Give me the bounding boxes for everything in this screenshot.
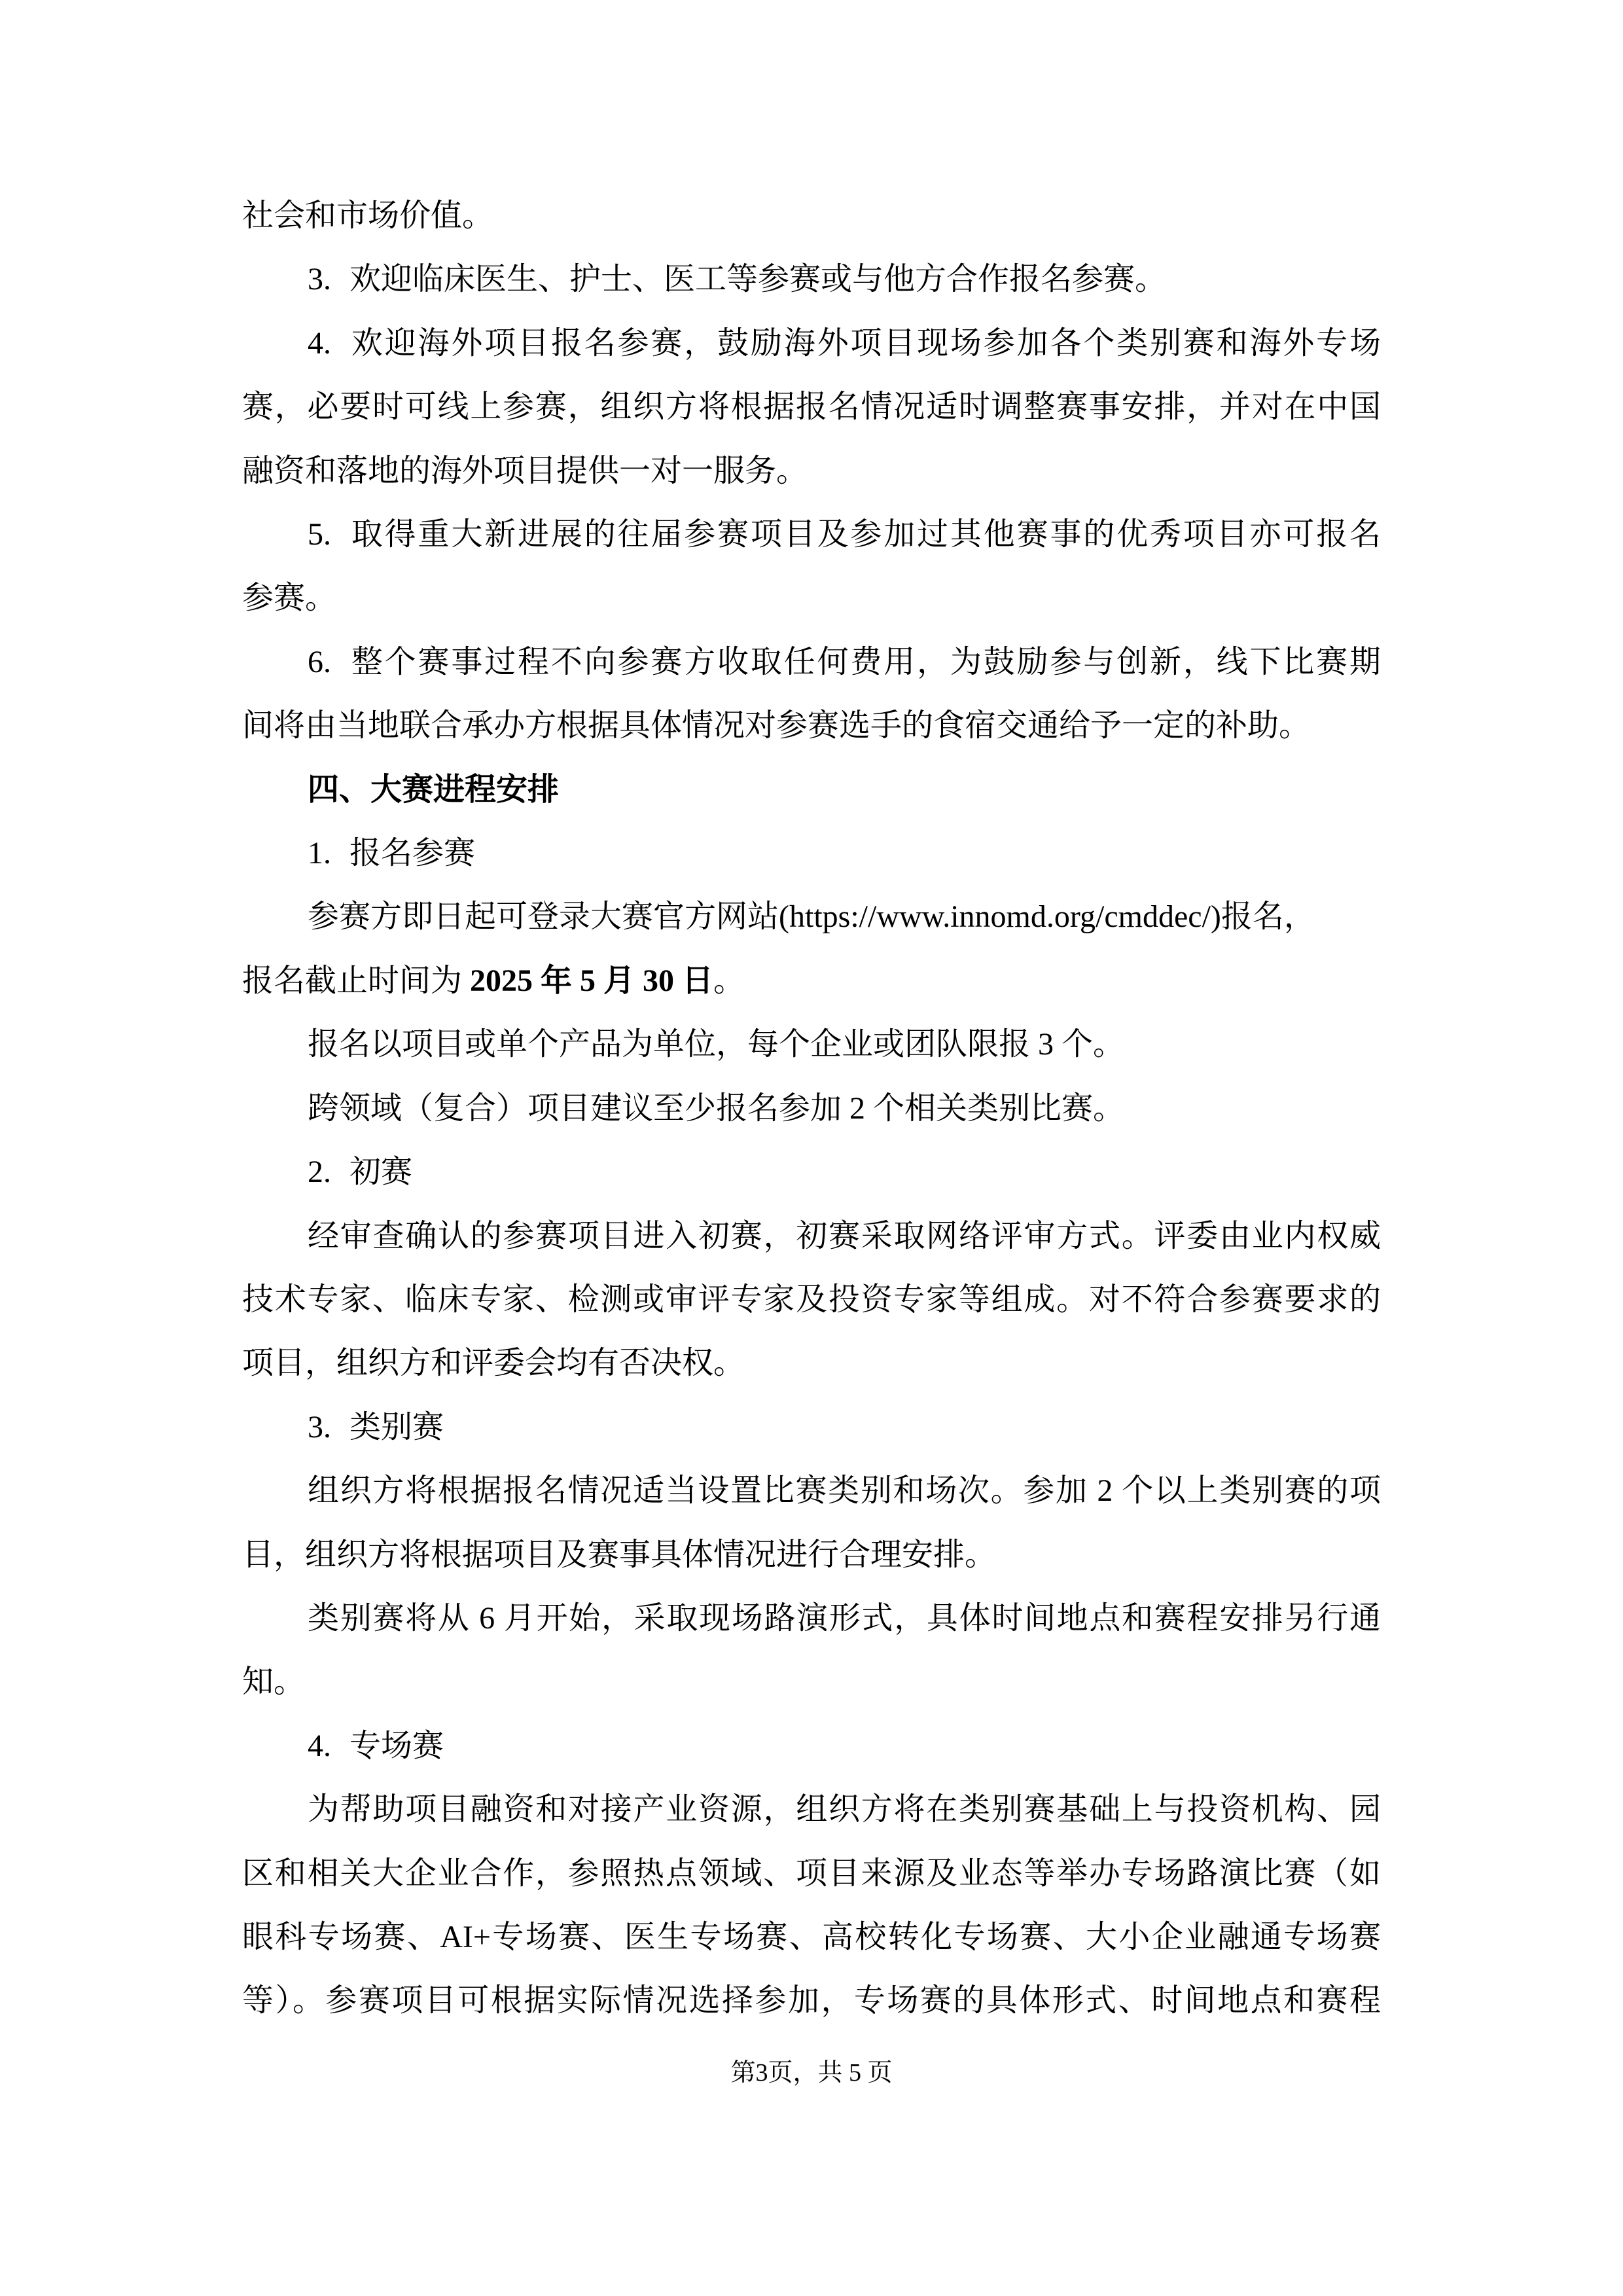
text-line (242, 630, 1381, 694)
list-number: 4. (308, 1728, 331, 1763)
text-line (242, 1395, 1381, 1459)
text-line (242, 1905, 1381, 1969)
text-segment: 项目，组织方和评委会均有否决权。 (242, 1346, 745, 1381)
text-segment: 经审查确认的参赛项目进入初赛，初赛采取网络评审方式。评委由业内权威 (308, 1218, 1381, 1253)
text-segment: 目，组织方将根据项目及赛事具体情况进行合理安排。 (242, 1537, 997, 1572)
text-segment: 等）。参赛项目可根据实际情况选择参加，专场赛的具体形式、时间地点和赛程 (242, 1983, 1381, 2018)
text-line (242, 184, 1381, 247)
text-line (242, 439, 1381, 503)
document-body (242, 184, 1381, 2033)
text-segment: 知。 (242, 1664, 306, 1700)
text-line (242, 1204, 1381, 1268)
text-line (242, 1459, 1381, 1522)
text-line (242, 949, 1381, 1013)
text-segment: 间将由当地联合承办方根据具体情况对参赛选手的食宿交通给予一定的补助。 (242, 708, 1311, 744)
text-line (242, 1778, 1381, 1841)
text-segment: 报名参赛 (349, 836, 476, 871)
text-line (242, 1077, 1381, 1140)
text-segment: 跨领域（复合）项目建议至少报名参加 2 个相关类别比赛。 (308, 1090, 1125, 1126)
text-line (242, 1842, 1381, 1905)
list-number: 2. (308, 1155, 331, 1190)
text-line (242, 1523, 1381, 1587)
text-line (242, 1650, 1381, 1713)
text-line (242, 503, 1381, 566)
text-segment: 技术专家、临床专家、检测或审评专家及投资专家等组成。对不符合参赛要求的 (242, 1282, 1381, 1317)
text-line (242, 247, 1381, 311)
text-segment: 专场赛 (349, 1728, 444, 1763)
list-number: 3. (308, 262, 331, 297)
text-segment: 区和相关大企业合作，参照热点领域、项目来源及业态等举办专场路演比赛（如 (242, 1856, 1381, 1891)
text-line (242, 566, 1381, 630)
text-line (242, 375, 1381, 439)
text-segment: 参赛。 (242, 581, 337, 616)
text-segment: 社会和市场价值。 (242, 198, 494, 233)
text-segment: 类别赛 (349, 1409, 444, 1444)
text-segment: 取得重大新进展的往届参赛项目及参加过其他赛事的优秀项目亦可报名 (349, 517, 1381, 552)
text-segment: 类别赛将从 6 月开始，采取现场路演形式，具体时间地点和赛程安排另行通 (308, 1600, 1381, 1636)
text-segment: 参赛方即日起可登录大赛官方网站(https://www.innomd.org/cmddec/)报名， (308, 899, 1315, 935)
text-segment: 报名以项目或单个产品为单位，每个企业或团队限报 3 个。 (308, 1027, 1125, 1062)
text-segment: 欢迎临床医生、护士、医工等参赛或与他方合作报名参赛。 (349, 262, 1167, 297)
text-line (242, 1140, 1381, 1204)
list-number: 6. (308, 644, 331, 679)
text-line (242, 1587, 1381, 1650)
text-line (242, 1331, 1381, 1395)
text-segment: 。 (713, 963, 745, 998)
text-segment: 欢迎海外项目报名参赛，鼓励海外项目现场参加各个类别赛和海外专场 (349, 325, 1381, 361)
section-heading (242, 758, 1381, 821)
text-line (242, 1268, 1381, 1331)
text-line (242, 885, 1381, 948)
text-segment: 报名截止时间为 (242, 963, 471, 998)
text-segment: 整个赛事过程不向参赛方收取任何费用，为鼓励参与创新，线下比赛期 (349, 644, 1381, 679)
text-line (242, 312, 1381, 375)
text-line (242, 694, 1381, 757)
page-number-text: 第3页，共 5 页 (730, 2059, 893, 2087)
list-number: 1. (308, 836, 331, 871)
list-number: 4. (308, 325, 331, 361)
page-footer (0, 2056, 1623, 2089)
text-segment: 为帮助项目融资和对接产业资源，组织方将在类别赛基础上与投资机构、园 (308, 1792, 1381, 1827)
text-line (242, 1714, 1381, 1778)
text-segment: 四、大赛进程安排 (308, 772, 560, 807)
list-number: 5. (308, 517, 331, 552)
list-number: 3. (308, 1409, 331, 1444)
text-segment: 初赛 (349, 1155, 413, 1190)
text-line (242, 821, 1381, 885)
text-line (242, 1013, 1381, 1076)
text-segment: 2025 年 5 月 30 日 (470, 963, 714, 998)
text-segment: 眼科专场赛、AI+专场赛、医生专场赛、高校转化专场赛、大小企业融通专场赛 (242, 1919, 1381, 1954)
text-segment: 融资和落地的海外项目提供一对一服务。 (242, 453, 808, 488)
text-segment: 赛，必要时可线上参赛，组织方将根据报名情况适时调整赛事安排，并对在中国 (242, 389, 1381, 425)
text-line (242, 1969, 1381, 2032)
text-segment: 组织方将根据报名情况适当设置比赛类别和场次。参加 2 个以上类别赛的项 (308, 1473, 1381, 1509)
